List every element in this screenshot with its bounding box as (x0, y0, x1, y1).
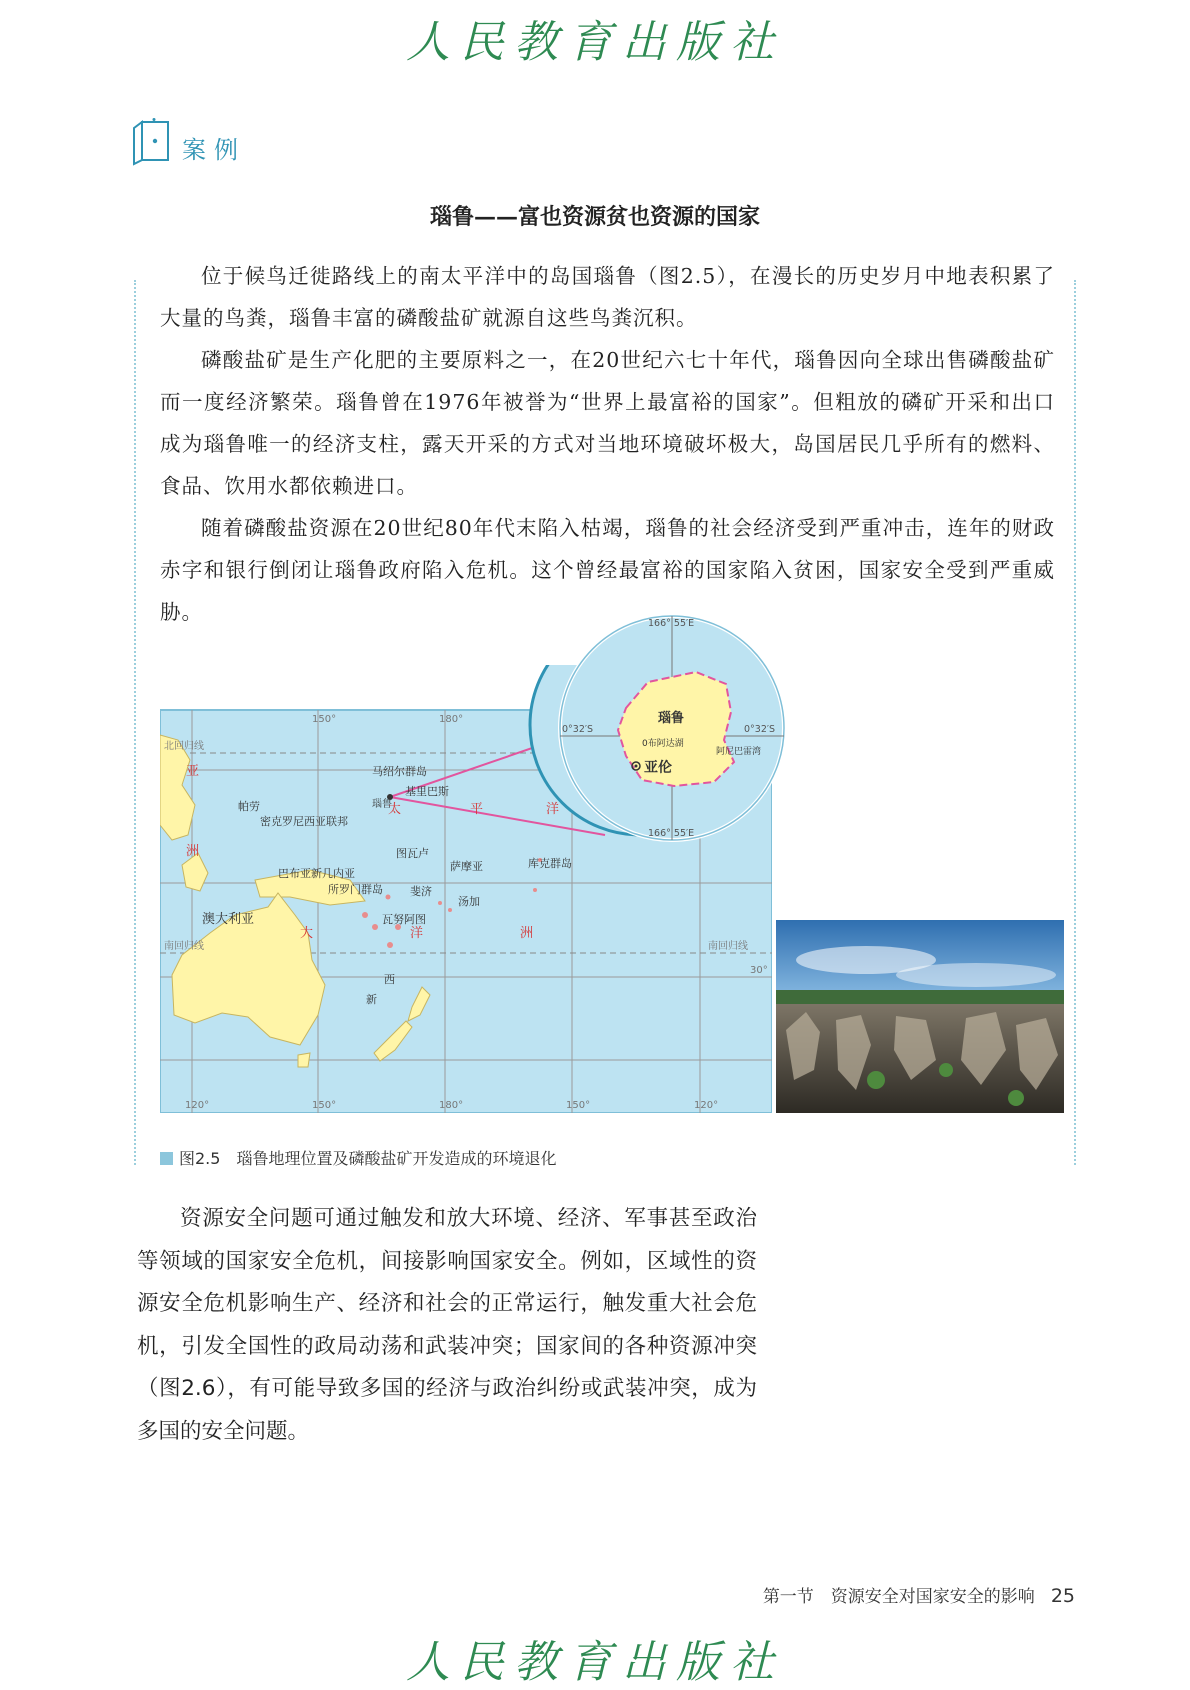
lon-label-bottom-2: 150° (312, 1100, 337, 1111)
publisher-logo-bottom: 人民教育出版社 (406, 1637, 784, 1688)
page-footer (763, 1582, 1075, 1607)
figure-number: 图2.5 (179, 1149, 221, 1168)
inset-district-1: 0布阿达湖 (642, 739, 684, 749)
label-oceania-2: 洋 (410, 926, 424, 941)
label-marshall: 马绍尔群岛 (372, 765, 427, 778)
label-asia-2: 洲 (186, 844, 200, 859)
label-pacific-2: 平 (470, 802, 484, 817)
label-pacific-1: 太 (388, 802, 402, 817)
case-paragraph-1: 位于候鸟迁徙路线上的南太平洋中的岛国瑙鲁（图2.5），在漫长的历史岁月中地表积累了大量的鸟粪，瑙鲁丰富的磷酸盐矿就源自这些鸟粪沉积。 (160, 264, 1055, 330)
label-samoa: 萨摩亚 (450, 860, 483, 873)
label-tonga: 汤加 (458, 895, 480, 908)
label-png: 巴布亚新几内亚 (278, 867, 355, 880)
lon-label-bottom-3: 180° (439, 1100, 464, 1111)
body-paragraph: 资源安全问题可通过触发和放大环境、经济、军事甚至政治等领域的国家安全危机，间接影响国家安全。例如，区域性的资源安全危机影响生产、经济和社会的正常运行，触发重大社会危机，引发全国性的政局动荡和武装冲突；国家间的各种资源冲突（图2.6），有可能导致多国的经济与政治纠纷或武装冲突，成为多国的安全问题。 (137, 1206, 757, 1444)
label-nauru: 瑙鲁 (372, 799, 392, 810)
label-pacific-3: 洋 (546, 802, 560, 817)
label-cook: 库克群岛 (528, 857, 572, 870)
inset-district-2: 阿尼巴雷湾 (716, 747, 762, 757)
publisher-logo-top: 人民教育出版社 (406, 17, 784, 68)
lon-label-bottom-4: 150° (566, 1100, 591, 1111)
label-solomon: 所罗门群岛 (328, 883, 383, 896)
lon-label-top-1: 150° (312, 714, 337, 725)
case-paragraph-2: 磷酸盐矿是生产化肥的主要原料之一，在20世纪六七十年代，瑙鲁因向全球出售磷酸盐矿而一度经济繁荣。瑙鲁曾在1976年被誉为“世界上最富裕的国家”。但粗放的磷矿开采和出口成为瑙鲁唯一的经济支柱，露天开采的方式对当地环境破坏极大，岛国居民几乎所有的燃料、食品、饮用水都依赖进口。 (160, 348, 1055, 498)
label-tuvalu: 图瓦卢 (396, 847, 429, 860)
tropic-north-label: 北回归线 (164, 741, 204, 752)
lon-label-top-2: 180° (439, 714, 464, 725)
lon-label-bottom-1: 120° (185, 1100, 210, 1111)
book-icon (132, 118, 172, 166)
environment-degradation-photo (776, 920, 1064, 1113)
figure-caption-text: 瑙鲁地理位置及磷酸盐矿开发造成的环境退化 (236, 1149, 557, 1168)
label-micronesia: 密克罗尼西亚联邦 (260, 815, 348, 828)
label-oceania-3: 洲 (520, 926, 534, 941)
tasmania-landmass (298, 1053, 310, 1067)
label-nz-1: 新 (366, 993, 377, 1006)
inset-capital-label: 亚伦 (644, 760, 672, 776)
label-nz-2: 西 (384, 973, 395, 986)
label-palau: 帕劳 (238, 800, 260, 813)
lon-label-bottom-5: 120° (694, 1100, 719, 1111)
inset-lat-right: 0°32′S (744, 724, 776, 735)
figure-caption (160, 1146, 556, 1169)
lat-30-label: 30° (750, 965, 768, 976)
case-title: 瑙鲁——富也资源贫也资源的国家 (429, 204, 760, 230)
inset-country-label: 瑙鲁 (658, 711, 685, 726)
page-number: 25 (1050, 1585, 1075, 1607)
inset-lon-bottom: 166° 55′E (648, 828, 695, 839)
case-paragraph-3: 随着磷酸盐资源在20世纪80年代末陷入枯竭，瑙鲁的社会经济受到严重冲击，连年的财政赤字和银行倒闭让瑙鲁政府陷入危机。这个曾经最富裕的国家陷入贫困，国家安全受到严重威胁。 (160, 516, 1055, 624)
caption-marker-icon (160, 1152, 173, 1165)
inset-lon-top: 166° 55′E (648, 618, 695, 629)
nauru-inset (556, 612, 788, 844)
case-label: 案例 (182, 136, 246, 164)
label-asia-1: 亚 (186, 764, 200, 779)
inset-lat-left: 0°32′S (562, 724, 594, 735)
label-vanuatu: 瓦努阿图 (382, 913, 426, 926)
tropic-south-label-left: 南回归线 (164, 941, 204, 952)
label-australia: 澳大利亚 (202, 912, 255, 927)
footer-section-title: 第一节 资源安全对国家安全的影响 (762, 1587, 1035, 1607)
label-kiribati: 基里巴斯 (405, 785, 449, 798)
label-fiji: 斐济 (410, 885, 432, 898)
label-oceania-1: 大 (300, 926, 314, 941)
tropic-south-label-right: 南回归线 (708, 941, 748, 952)
